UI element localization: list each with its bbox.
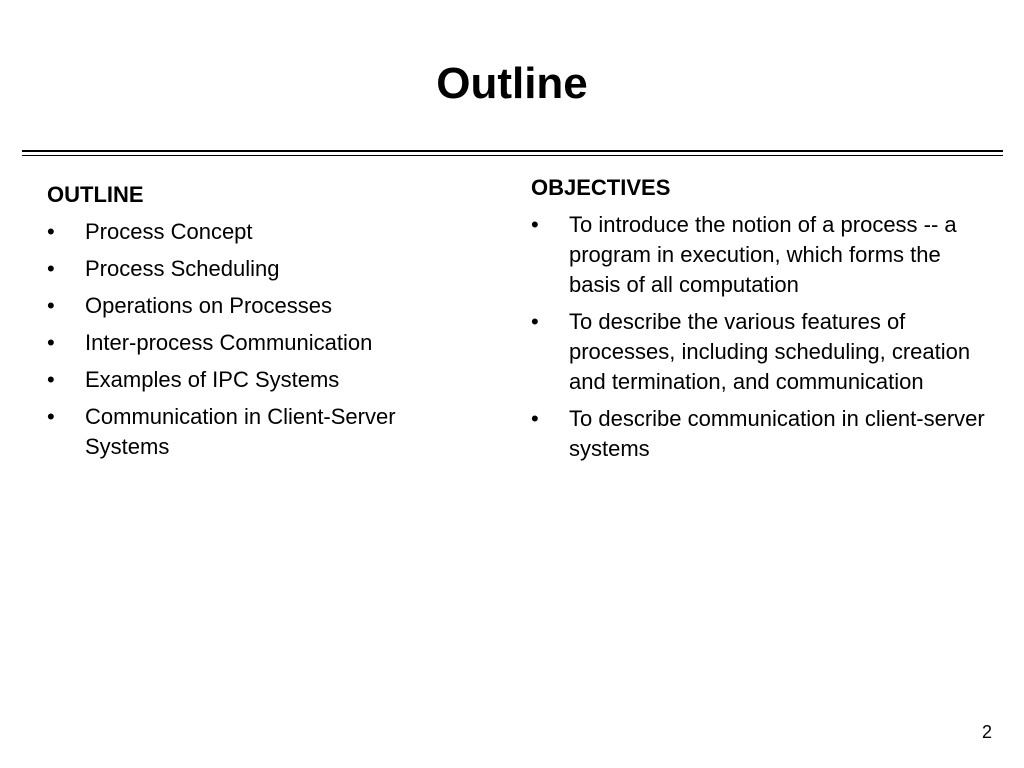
bullet-icon: •: [531, 309, 539, 334]
outline-item-text: Process Scheduling: [85, 256, 280, 281]
outline-item: [47, 254, 477, 284]
outline-item-text: Communication in Client-Server Systems: [85, 404, 396, 459]
bullet-icon: •: [47, 293, 55, 318]
outline-item-text: Process Concept: [85, 219, 253, 244]
bullet-icon: •: [531, 212, 539, 237]
objective-item-text: To describe communication in client-server systems: [569, 406, 985, 461]
outline-item: [47, 402, 477, 462]
objective-item-text: To introduce the notion of a process -- a program in execution, which forms the basis of all computation: [569, 212, 957, 297]
outline-heading: OUTLINE: [47, 182, 144, 207]
bullet-icon: •: [47, 367, 55, 392]
outline-item: [47, 291, 477, 321]
bullet-icon: •: [47, 404, 55, 429]
objectives-column: [531, 173, 991, 471]
title-divider-thick: [22, 150, 1003, 152]
bullet-icon: •: [47, 330, 55, 355]
outline-item-text: Inter-process Communication: [85, 330, 373, 355]
outline-item: [47, 328, 477, 358]
bullet-icon: •: [531, 406, 539, 431]
objective-item: [531, 210, 991, 300]
objective-item-text: To describe the various features of processes, including scheduling, creation and termination, and communication: [569, 309, 971, 394]
bullet-icon: •: [47, 219, 55, 244]
objectives-heading: OBJECTIVES: [531, 175, 671, 200]
objectives-list: [531, 210, 991, 464]
outline-item: [47, 217, 477, 247]
page-number: 2: [981, 722, 992, 742]
outline-item: [47, 365, 477, 395]
slide-title: Outline: [436, 59, 588, 108]
objective-item: [531, 307, 991, 397]
objective-item: [531, 404, 991, 464]
title-divider-thin: [22, 155, 1003, 156]
outline-item-text: Examples of IPC Systems: [85, 367, 340, 392]
outline-list: [47, 217, 477, 462]
bullet-icon: •: [47, 256, 55, 281]
outline-item-text: Operations on Processes: [85, 293, 333, 318]
outline-column: [47, 180, 477, 469]
